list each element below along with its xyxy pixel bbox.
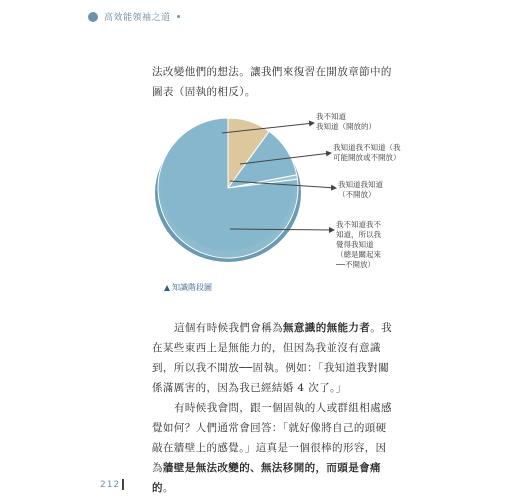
figure-caption-text: 知識階段圖 [172,283,212,292]
paragraph-text: 。我在某些東西上是無能力的，但因為我並沒有意識到，所以我不開放──固執。例如：「我知道我對關係滿厲害的，因為我已經結婚 4 次了。」 [152,322,393,394]
pie-shading [160,122,296,258]
paragraph-unconscious-incompetence [152,318,392,398]
paragraph-intro: 法改變他們的想法。讓我們來復習在開放章節中的圖表（固執的相反）。 [152,66,392,98]
callout-conscious-incompetence: 我知道我不知道（我 可能開放或不開放） [333,143,401,162]
paragraph-text: 有時候我會問，跟一個固執的人或群組相處感覺如何？人們通常會回答：「就好像將自己的頭硬敲在牆壁上的感覺。」這真是一個很棒的形容，因為 [152,402,392,474]
caption-triangle-icon [164,285,170,291]
callout-unconscious-incompetence: 我不知道我不 知道，所以我 覺得我知道 （總是關起來 ──不開放） [336,220,381,269]
page-number: 212 [100,479,121,490]
paragraph-stubborn-wall [152,398,392,498]
callout-conscious-competence: 我知道我知道 （不開放） [338,180,383,199]
page-footer [100,479,124,490]
page-bar [122,479,124,490]
paragraph-text: 。 [162,482,174,494]
paragraph-text: 這個有時候我們會稱為 [174,322,283,334]
bold-emphasis: 牆壁是無法改變的、無法移開的，而頭是會痛的 [152,462,381,494]
bold-term: 無意識的無能力者 [283,322,371,334]
book-title: 高效能領袖之道 [104,13,171,23]
figure-caption [164,282,212,293]
callout-unconscious-competence: 我不知道 我知道（開放的） [316,112,376,131]
